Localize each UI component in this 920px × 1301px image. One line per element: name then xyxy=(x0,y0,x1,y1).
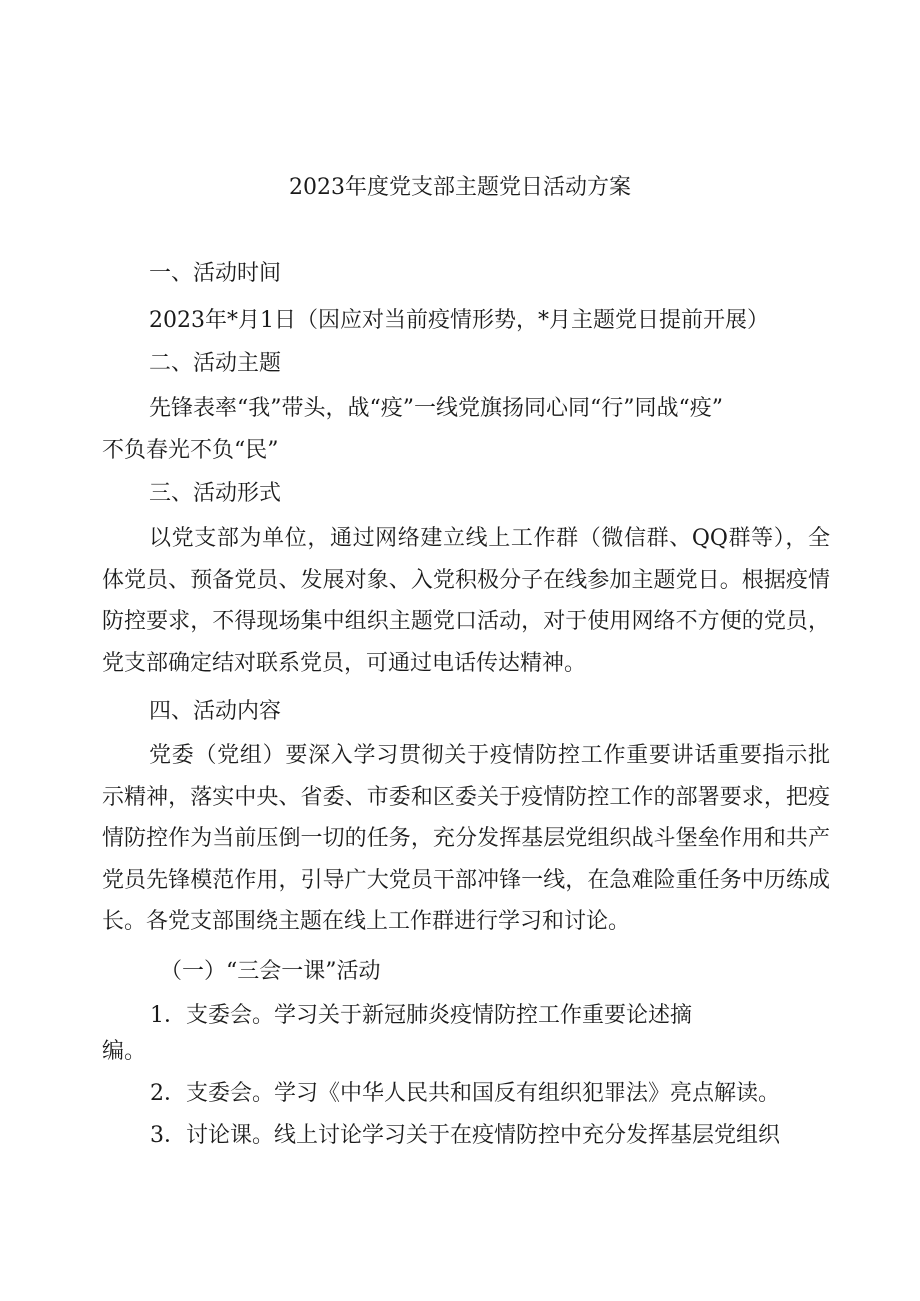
activity-theme-text-line2: 不负春光不负“民” xyxy=(102,438,279,463)
activity-theme-text-line1: 先锋表率“我”带头，战“疫”一线党旗扬同心同“行”同战“疫” xyxy=(149,396,723,421)
section-heading-activity-form: 三、活动形式 xyxy=(149,481,282,506)
document-title: 2023年度党支部主题党日活动方案 xyxy=(289,175,631,200)
section-heading-activity-theme: 二、活动主题 xyxy=(149,351,282,376)
activity-time-text: 2023年*月1日（因应对当前疫情形势，*月主题党日提前开展） xyxy=(149,308,769,333)
list-item-3: 3．讨论课。线上讨论学习关于在疫情防控中充分发挥基层党组织 xyxy=(150,1123,780,1148)
section-heading-activity-content: 四、活动内容 xyxy=(149,699,282,724)
list-item-1-line2: 编。 xyxy=(102,1039,147,1064)
activity-content-paragraph: 党委（党组）要深入学习贯彻关于疫情防控工作重要讲话重要指示批示精神，落实中央、省委、市委和区委关于疫情防控工作的部署要求，把疫情防控作为当前压倒一切的任务，充分发挥基层党组织战斗堡垒作用和共产党员先锋模范作用，引导广大党员干部冲锋一线，在急难险重任务中历练成长。各党支部围绕主题在线上工作群进行学习和讨论。 xyxy=(102,743,830,934)
list-item-1-line1: 1．支委会。学习关于新冠肺炎疫情防控工作重要论述摘 xyxy=(150,1003,692,1028)
activity-form-paragraph: 以党支部为单位，通过网络建立线上工作群（微信群、QQ群等），全体党员、预备党员、发展对象、入党积极分子在线参加主题党日。根据疫情防控要求，不得现场集中组织主题党口活动，对于使用网络不方便的党员，党支部确定结对联系党员，可通过电话传达精神。 xyxy=(102,526,830,676)
subsection-heading-three-meetings: （一）“三会一课”活动 xyxy=(160,959,381,984)
list-item-2: 2．支委会。学习《中华人民共和国反有组织犯罪法》亮点解读。 xyxy=(150,1081,780,1106)
section-heading-activity-time: 一、活动时间 xyxy=(149,261,282,286)
